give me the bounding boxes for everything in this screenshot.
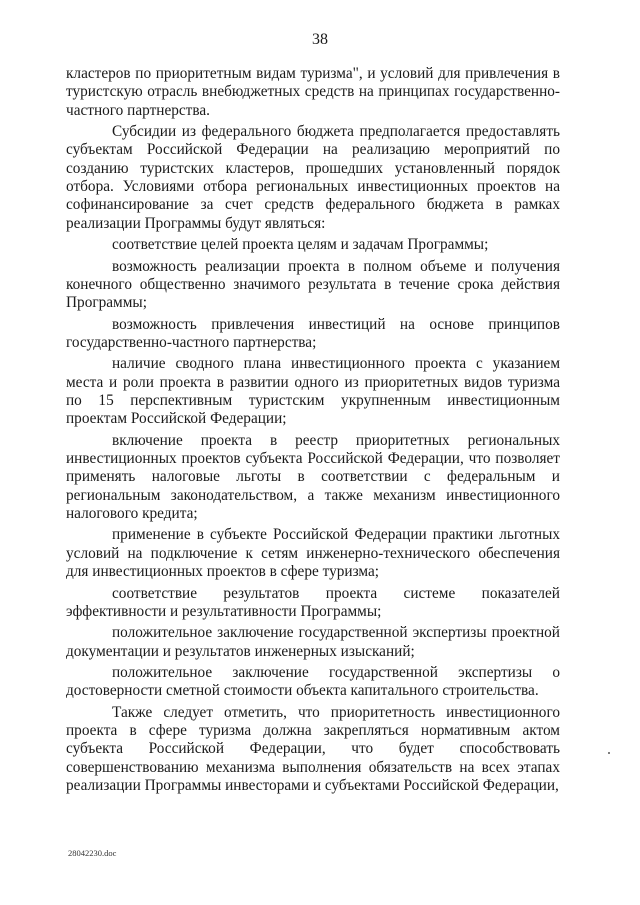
criterion-item: соответствие результатов проекта системе показателей эффективности и результативности Программы;: [66, 584, 560, 620]
criterion-item: включение проекта в реестр приоритетных региональных инвестиционных проектов субъекта Российской Федерации, что позволяет применять налоговые льготы в соответствии с федеральным и региональным законодательством, а также механизм инвестиционного налогового кредита;: [66, 431, 560, 522]
criterion-item: возможность привлечения инвестиций на основе принципов государственно-частного партнерства;: [66, 315, 560, 351]
criterion-item: наличие сводного плана инвестиционного проекта с указанием места и роли проекта в развитии одного из приоритетных видов туризма по 15 перспективным туристским укрупненным инвестиционным проектам Российской Федерации;: [66, 355, 560, 428]
page-number: 38: [312, 31, 328, 48]
criterion-item: возможность реализации проекта в полном объеме и получения конечного общественно значимого результата в течение срока действия Программы;: [66, 257, 560, 312]
criterion-item: положительное заключение государственной экспертизы о достоверности сметной стоимости объекта капитального строительства.: [66, 664, 560, 700]
footer-file-name: 28042230.doc: [68, 848, 117, 858]
paragraph-continuation: кластеров по приоритетным видам туризма", и условий для привлечения в туристскую отрасль внебюджетных средств на принципах государственно-частного партнерства.: [66, 65, 560, 119]
criterion-item: применение в субъекте Российской Федерации практики льготных условий на подключение к сетям инженерно-технического обеспечения для инвестиционных проектов в сфере туризма;: [66, 526, 560, 581]
paragraph-subsidies: Субсидии из федерального бюджета предполагается предоставлять субъектам Российской Федерации на реализацию мероприятий по созданию туристских кластеров, прошедших установленный порядок отбора. Условиями отбора региональных инвестиционных проектов на софинансирование за счет средств федерального бюджета в рамках реализации Программы будут являться:: [66, 123, 560, 232]
document-body: [66, 65, 560, 799]
criterion-item: соответствие целей проекта целям и задачам Программы;: [112, 236, 489, 254]
criterion-item: положительное заключение государственной экспертизы проектной документации и результатов инженерных изысканий;: [66, 624, 560, 660]
scan-mark: [608, 752, 610, 754]
paragraph-priority: Также следует отметить, что приоритетность инвестиционного проекта в сфере туризма должна закрепляться нормативным актом субъекта Российской Федерации, что будет способствовать совершенствованию механизма выполнения обязательств на всех этапах реализации Программы инвесторами и субъектами Российской Федерации,: [66, 703, 560, 795]
